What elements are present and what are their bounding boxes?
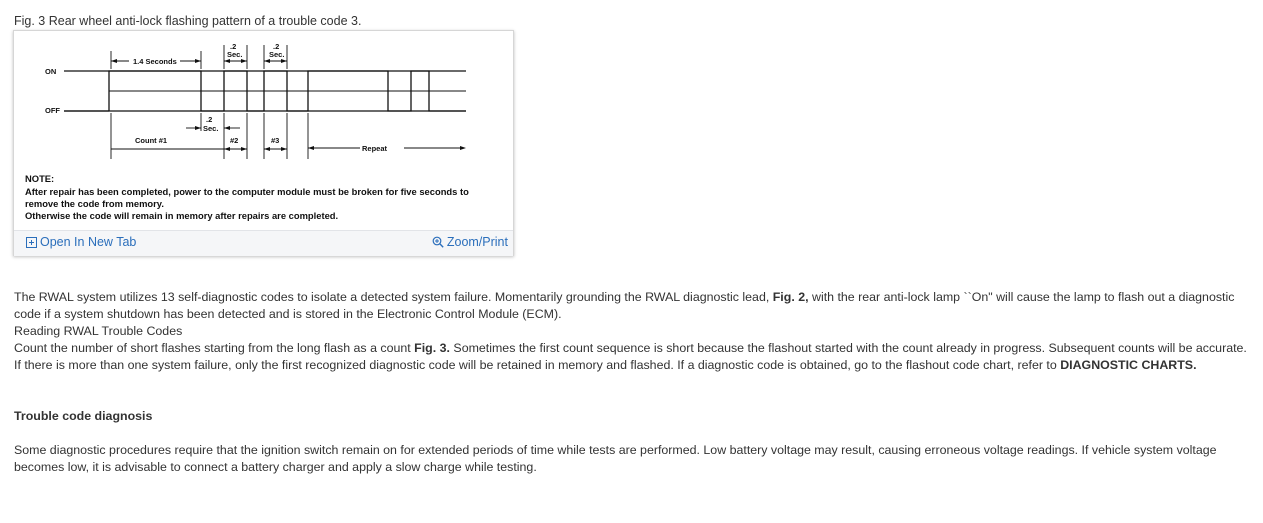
count3-label: #3: [271, 136, 280, 145]
reading-codes-subheading: Reading RWAL Trouble Codes: [14, 324, 183, 338]
sec-bottom: Sec.: [203, 124, 219, 133]
note-heading: NOTE:: [25, 173, 55, 184]
figure-footer: [14, 230, 513, 256]
diagnostic-charts-reference: DIAGNOSTIC CHARTS.: [1060, 358, 1197, 372]
magnifier-icon: [432, 236, 444, 248]
fig2-reference: Fig. 2,: [772, 290, 809, 304]
off-label: OFF: [45, 106, 60, 115]
point-two-top-1: .2: [230, 42, 237, 51]
trouble-code-heading: Trouble code diagnosis: [14, 409, 153, 423]
fig3-reference: Fig. 3.: [414, 341, 450, 355]
note-line2: remove the code from memory.: [25, 198, 164, 209]
count-text-a: Count the number of short flashes starting from the long flash as a count: [14, 341, 415, 355]
count1-label: Count #1: [135, 136, 168, 145]
count2-label: #2: [230, 136, 239, 145]
flash-pattern-diagram: [14, 31, 513, 229]
count-paragraph: [14, 340, 1250, 374]
count-text-b: Sometimes the first count sequence is short because the flashout started with the count already in progress. Subsequent counts will be accurate. If there is more than one system failure, only the first recognized diagnostic code will be retained in memory and flashed. If a diagnostic code is obtained, go to the flashout code chart, refer to: [14, 341, 1247, 372]
sec-top-1: Sec.: [227, 50, 243, 59]
figure-card: [13, 30, 514, 256]
note-line1: After repair has been completed, power to the computer module must be broken for five seconds to: [25, 186, 469, 197]
intro-text-b: with the rear anti-lock lamp ``On" will cause the lamp to flash out a diagnostic code if a system shutdown has been detected and is stored in the Electronic Control Module (ECM).: [14, 290, 1235, 321]
open-new-tab-link[interactable]: [26, 235, 136, 249]
point-two-top-2: .2: [273, 42, 280, 51]
point-two-bottom: .2: [206, 115, 213, 124]
repeat-label: Repeat: [362, 144, 388, 153]
figure-caption: Fig. 3 Rear wheel anti-lock flashing pattern of a trouble code 3.: [14, 14, 362, 28]
sec-top-2: Sec.: [269, 50, 285, 59]
zoom-print-label: Zoom/Print: [446, 235, 508, 249]
seconds-label: 1.4 Seconds: [133, 57, 177, 66]
battery-paragraph: Some diagnostic procedures require that the ignition switch remain on for extended periods of time while tests are performed. Low battery voltage may result, causing erroneous voltage readings. If vehicle system voltage becomes low, it is advisable to connect a battery charger and apply a slow charge while testing.: [14, 443, 1217, 474]
zoom-print-link[interactable]: [432, 235, 508, 249]
on-label: ON: [45, 67, 57, 76]
open-new-tab-icon: [26, 237, 37, 248]
open-new-tab-label: Open In New Tab: [40, 235, 137, 249]
note-line3: Otherwise the code will remain in memory after repairs are completed.: [25, 210, 339, 221]
intro-paragraph: [14, 289, 1250, 323]
intro-text-a: The RWAL system utilizes 13 self-diagnostic codes to isolate a detected system failure. Momentarily grounding the RWAL diagnostic lead,: [14, 290, 773, 304]
